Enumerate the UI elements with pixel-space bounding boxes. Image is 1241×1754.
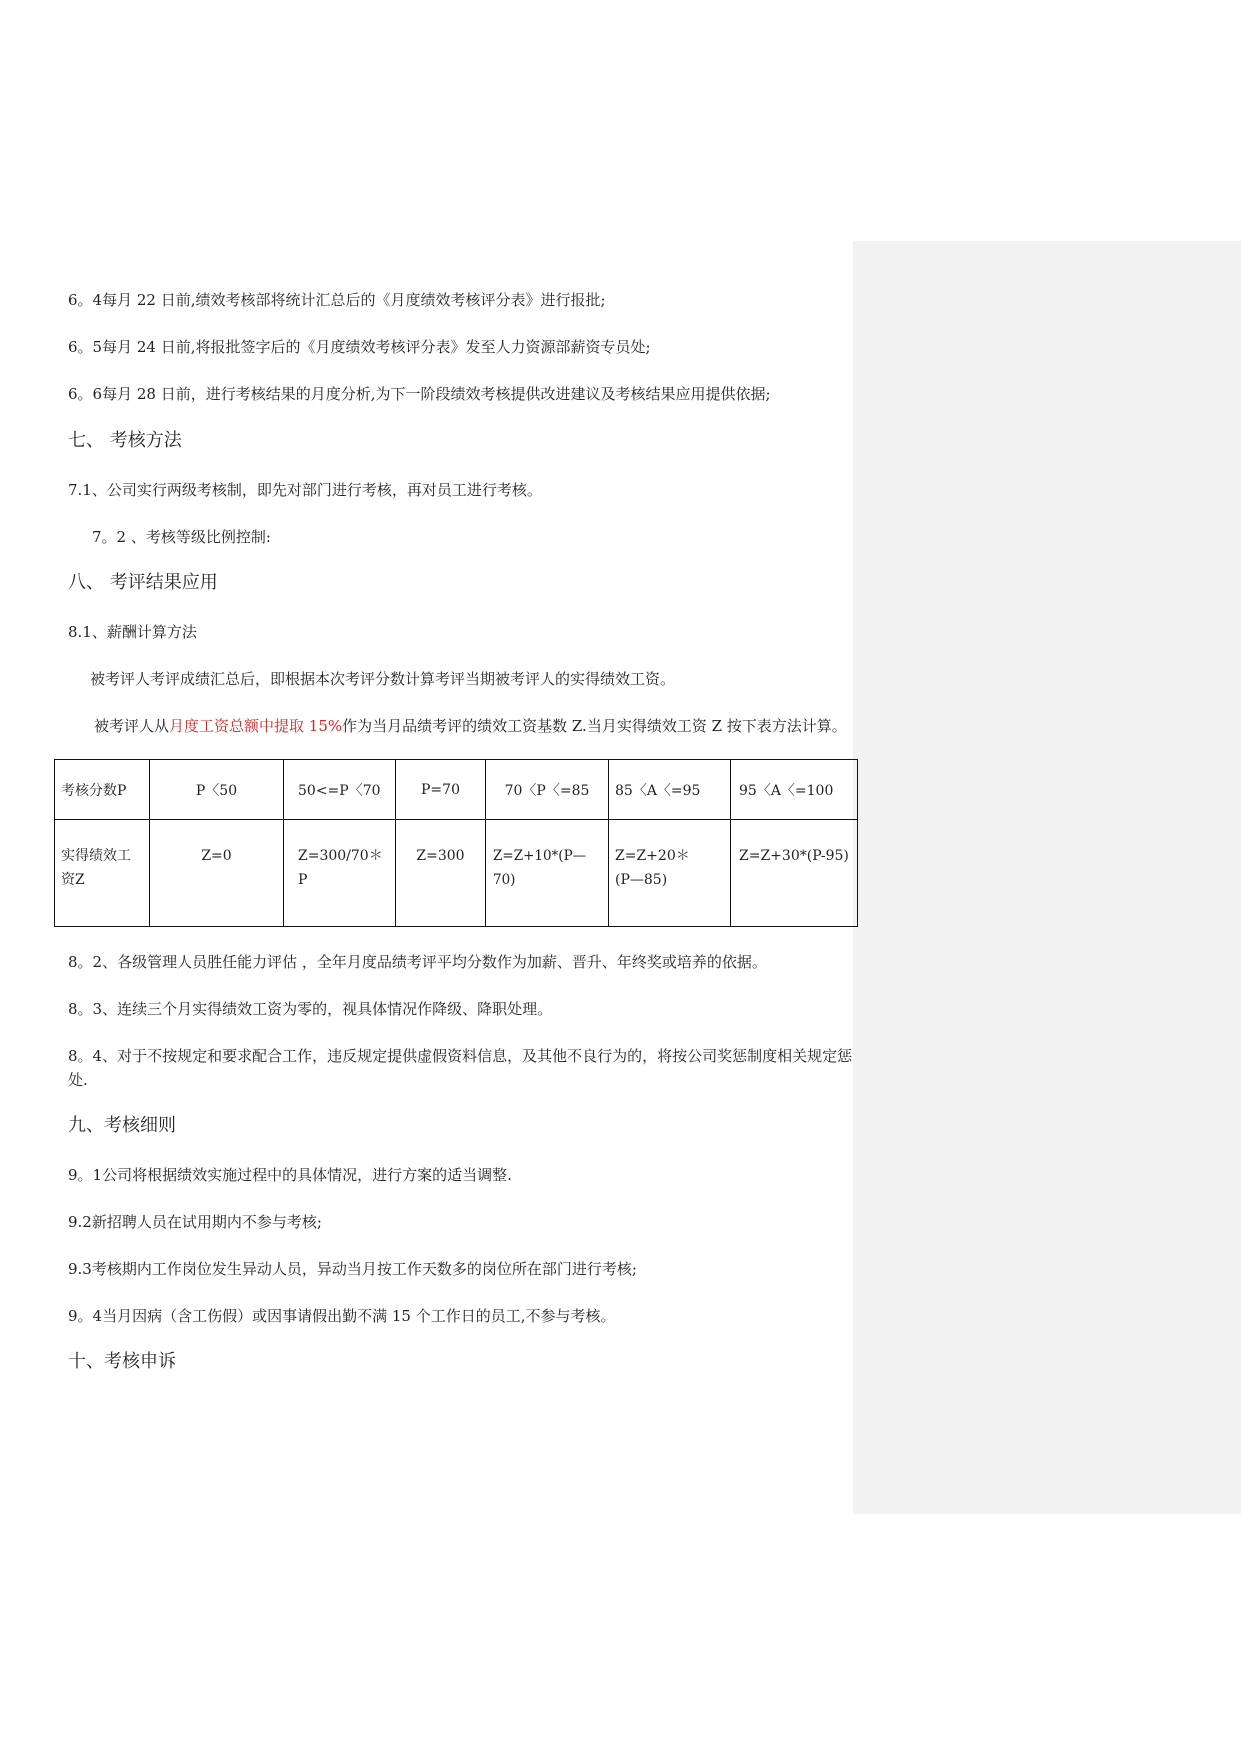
table-cell: Z=Z+10*(P—70) bbox=[486, 820, 609, 927]
heading-section-9: 九、考核细则 bbox=[68, 1115, 176, 1136]
para-7-1: 7.1、公司实行两级考核制，即先对部门进行考核，再对员工进行考核。 bbox=[68, 481, 542, 499]
salary-base-text-pre: 被考评人从 bbox=[94, 717, 170, 735]
para-salary-summary: 被考评人考评成绩汇总后，即根据本次考评分数计算考评当期被考评人的实得绩效工资。 bbox=[90, 670, 676, 688]
salary-base-text-post: 作为当月品绩考评的绩效工资基数 Z.当月实得绩效工资 Z 按下表方法计算。 bbox=[342, 717, 847, 735]
comment-margin-pane bbox=[853, 241, 1241, 1514]
table-cell: Z=0 bbox=[150, 820, 284, 927]
para-6-6: 6。6每月 28 日前，进行考核结果的月度分析,为下一阶段绩效考核提供改进建议及考核结果应用提供依据; bbox=[68, 385, 771, 403]
para-8-4: 8。4、对于不按规定和要求配合工作，违反规定提供虚假资料信息，及其他不良行为的，将按公司奖惩制度相关规定惩处. bbox=[68, 1047, 853, 1089]
table-cell: Z=300/70＊P bbox=[284, 820, 396, 927]
para-9-2: 9.2新招聘人员在试用期内不参与考核; bbox=[68, 1213, 322, 1231]
table-cell: 70〈P〈=85 bbox=[486, 760, 609, 820]
para-8-2: 8。2、各级管理人员胜任能力评估 ，全年月度品绩考评平均分数作为加薪、晋升、年终奖或培养的依据。 bbox=[68, 953, 767, 971]
table-cell: Z=300 bbox=[396, 820, 486, 927]
table-header-cell: 实得绩效工资Z bbox=[55, 820, 150, 927]
table-cell: 85〈A〈=95 bbox=[609, 760, 731, 820]
table-cell: P〈50 bbox=[150, 760, 284, 820]
para-7-2: 7。2 、考核等级比例控制: bbox=[92, 528, 271, 546]
table-row bbox=[55, 760, 858, 820]
table-cell: Z=Z+20＊(P—85) bbox=[609, 820, 731, 927]
heading-section-10: 十、考核申诉 bbox=[68, 1351, 176, 1372]
performance-pay-table bbox=[54, 759, 858, 927]
para-6-5: 6。5每月 24 日前,将报批签字后的《月度绩效考核评分表》发至人力资源部薪资专员处; bbox=[68, 338, 651, 356]
table-header-cell: 考核分数P bbox=[55, 760, 150, 820]
table-cell: Z=Z+30*(P-95) bbox=[731, 820, 858, 927]
para-9-1: 9。1公司将根据绩效实施过程中的具体情况，进行方案的适当调整. bbox=[68, 1166, 512, 1184]
para-8-1: 8.1、薪酬计算方法 bbox=[68, 623, 197, 641]
para-8-3: 8。3、连续三个月实得绩效工资为零的，视具体情况作降级、降职处理。 bbox=[68, 1000, 553, 1018]
para-6-4: 6。4每月 22 日前,绩效考核部将统计汇总后的《月度绩效考核评分表》进行报批; bbox=[68, 291, 606, 309]
para-salary-base bbox=[68, 714, 853, 738]
table-cell: P=70 bbox=[396, 760, 486, 820]
table-cell: 95〈A〈=100 bbox=[731, 760, 858, 820]
para-9-3: 9.3考核期内工作岗位发生异动人员，异动当月按工作天数多的岗位所在部门进行考核; bbox=[68, 1260, 637, 1278]
table-cell: 50<=P〈70 bbox=[284, 760, 396, 820]
para-9-4: 9。4当月因病（含工伤假）或因事请假出勤不满 15 个工作日的员工,不参与考核。 bbox=[68, 1307, 616, 1325]
heading-section-8: 八、 考评结果应用 bbox=[68, 572, 218, 593]
salary-base-highlight: 月度工资总额中提取 15% bbox=[169, 717, 343, 735]
table-row bbox=[55, 820, 858, 927]
heading-section-7: 七、 考核方法 bbox=[68, 430, 182, 451]
